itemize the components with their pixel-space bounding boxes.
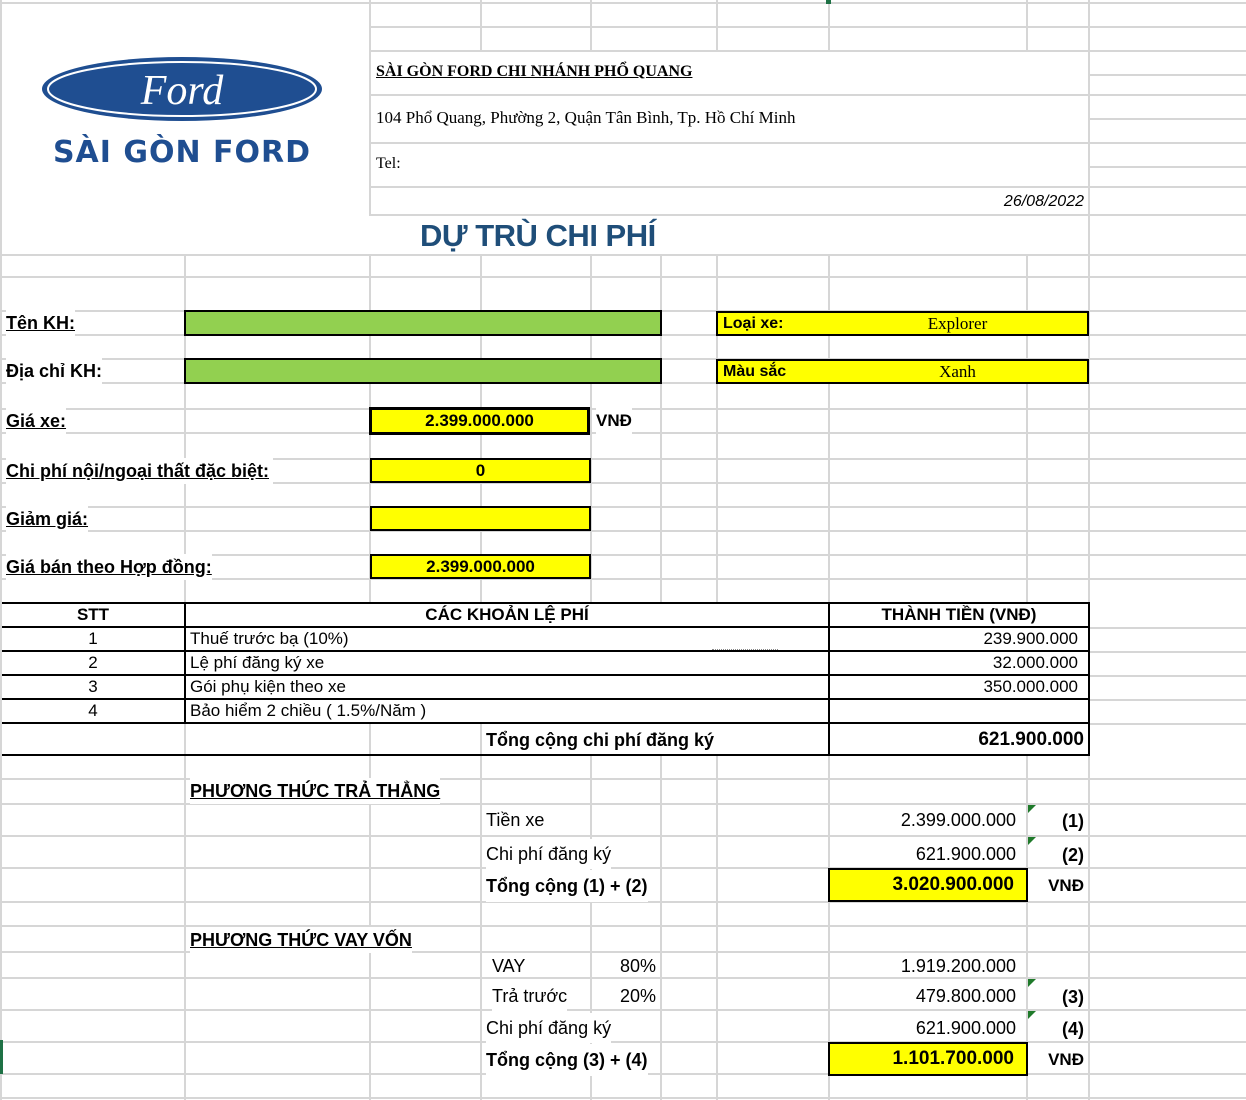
grid-line [369,186,1246,188]
loan-row-label: Trả trước [492,981,567,1011]
row-item: Thuế trước bạ (10%) [190,629,349,648]
discount-input[interactable] [370,506,591,531]
row-stt: 2 [88,653,98,672]
grid-line [0,0,2,1100]
header-item: CÁC KHOẢN LỆ PHÍ [425,605,589,624]
row-stt: 3 [88,677,98,696]
discount-label: Giảm giá: [6,506,88,532]
cash-row-label: Tiền xe [486,809,545,830]
cash-row-label: Chi phí đăng ký [486,839,611,869]
row-item: Gói phụ kiện theo xe [190,677,346,696]
grid-line [1088,74,1246,76]
loan-row-label: VAY [492,955,526,976]
ford-logo [8,56,360,176]
loan-total-label: Tổng cộng (3) + (4) [486,1044,648,1076]
row-amount: 350.000.000 [983,677,1078,696]
grid-line [0,506,1246,508]
contract-price-label: Giá bán theo Hợp đồng: [6,554,212,580]
cash-row-value: 2.399.000.000 [900,809,1016,830]
car-price-label: Giá xe: [6,408,66,434]
fees-total-label: Tổng cộng chi phí đăng ký [486,726,714,754]
table-border [2,722,1089,724]
grid-line [0,276,1246,278]
loan-total-unit: VNĐ [1048,1050,1084,1069]
grid-line [480,724,482,754]
quote-date: 26/08/2022 [1003,193,1084,210]
grid-line [0,2,1246,4]
car-color-label: Màu sắc [716,359,830,384]
loan-row-percent: 20% [619,985,656,1006]
branch-tel-label: Tel: [376,155,401,172]
grid-line [1088,0,1090,256]
ford-oval-icon [8,56,360,176]
table-border [1088,602,1090,756]
row-amount: 32.000.000 [992,653,1078,672]
grid-line [0,530,1246,532]
page-title: DỰ TRÙ CHI PHÍ [420,218,656,253]
row-amount: 239.900.000 [983,629,1078,648]
car-type-input[interactable]: Explorer [828,311,1089,336]
loan-row-value: 1.919.200.000 [900,955,1016,976]
loan-row-value: 479.800.000 [915,985,1016,1006]
grid-line [1088,675,1246,677]
special-cost-label: Chi phí nội/ngoại thất đặc biệt: [6,458,273,484]
header-stt: STT [76,605,110,624]
grid-line [1026,0,1028,50]
cash-total-unit: VNĐ [1048,876,1084,895]
dotted-mark [712,649,778,651]
cell-selection-handle[interactable] [826,0,831,4]
branch-address: 104 Phổ Quang, Phường 2, Quận Tân Bình, Tp. Hồ Chí Minh [376,108,796,127]
car-color-input[interactable]: Xanh [828,359,1089,384]
grid-line [0,1097,1246,1099]
row-stt: 1 [88,629,98,648]
grid-line [1088,118,1246,120]
loan-row-percent: 80% [619,955,656,976]
grid-line [369,142,1246,144]
grid-line [0,778,1246,780]
car-price-currency: VNĐ [596,408,632,434]
row-stt: 4 [88,701,98,720]
row-item: Lệ phí đăng ký xe [190,653,325,672]
cash-payment-heading: PHƯƠNG THỨC TRẢ THẲNG [190,778,440,804]
grid-line [369,94,1246,96]
contract-price-value: 2.399.000.000 [370,554,591,579]
grid-line [480,0,482,50]
fees-total-value: 621.900.000 [978,729,1084,750]
grid-line [1088,723,1246,725]
cash-row-ref: (1) [1062,810,1084,831]
cell-selection-edge [0,1040,3,1074]
loan-row-value: 621.900.000 [915,1017,1016,1038]
grid-line [369,0,371,214]
table-border [2,754,1089,756]
grid-line [590,0,592,50]
branch-name: SÀI GÒN FORD CHI NHÁNH PHỔ QUANG [376,63,693,80]
loan-row-ref: (3) [1062,986,1084,1007]
customer-name-label: Tên KH: [6,310,75,336]
grid-line [1088,651,1246,653]
loan-total-value: 1.101.700.000 [828,1042,1028,1076]
svg-text:Ford: Ford [140,68,224,114]
cash-total-value: 3.020.900.000 [828,868,1028,902]
grid-line [716,0,718,50]
loan-payment-heading: PHƯƠNG THỨC VAY VỐN [190,927,412,953]
grid-line [828,0,830,50]
customer-address-input[interactable] [184,358,662,384]
grid-line [1088,627,1246,629]
special-cost-input[interactable]: 0 [370,458,591,483]
grid-line [369,50,1246,52]
cash-row-value: 621.900.000 [915,843,1016,864]
cash-row-ref: (2) [1062,844,1084,865]
loan-row-ref: (4) [1062,1018,1084,1039]
customer-name-input[interactable] [184,310,662,336]
grid-line [369,26,1246,28]
customer-address-label: Địa chỉ KH: [6,358,102,384]
car-type-label: Loại xe: [716,311,830,336]
grid-line [0,925,1246,927]
grid-line [184,724,186,754]
row-amount [830,700,1078,722]
grid-line [1088,166,1246,168]
header-amount: THÀNH TIỀN (VNĐ) [881,605,1037,624]
loan-row-label: Chi phí đăng ký [486,1013,611,1043]
svg-text:SÀI GÒN FORD: SÀI GÒN FORD [52,135,312,170]
row-item: Bảo hiểm 2 chiều ( 1.5%/Năm ) [190,701,427,720]
grid-line [1088,699,1246,701]
grid-line [369,724,371,754]
cash-total-label: Tổng cộng (1) + (2) [486,870,648,902]
car-price-input[interactable]: 2.399.000.000 [369,407,590,435]
